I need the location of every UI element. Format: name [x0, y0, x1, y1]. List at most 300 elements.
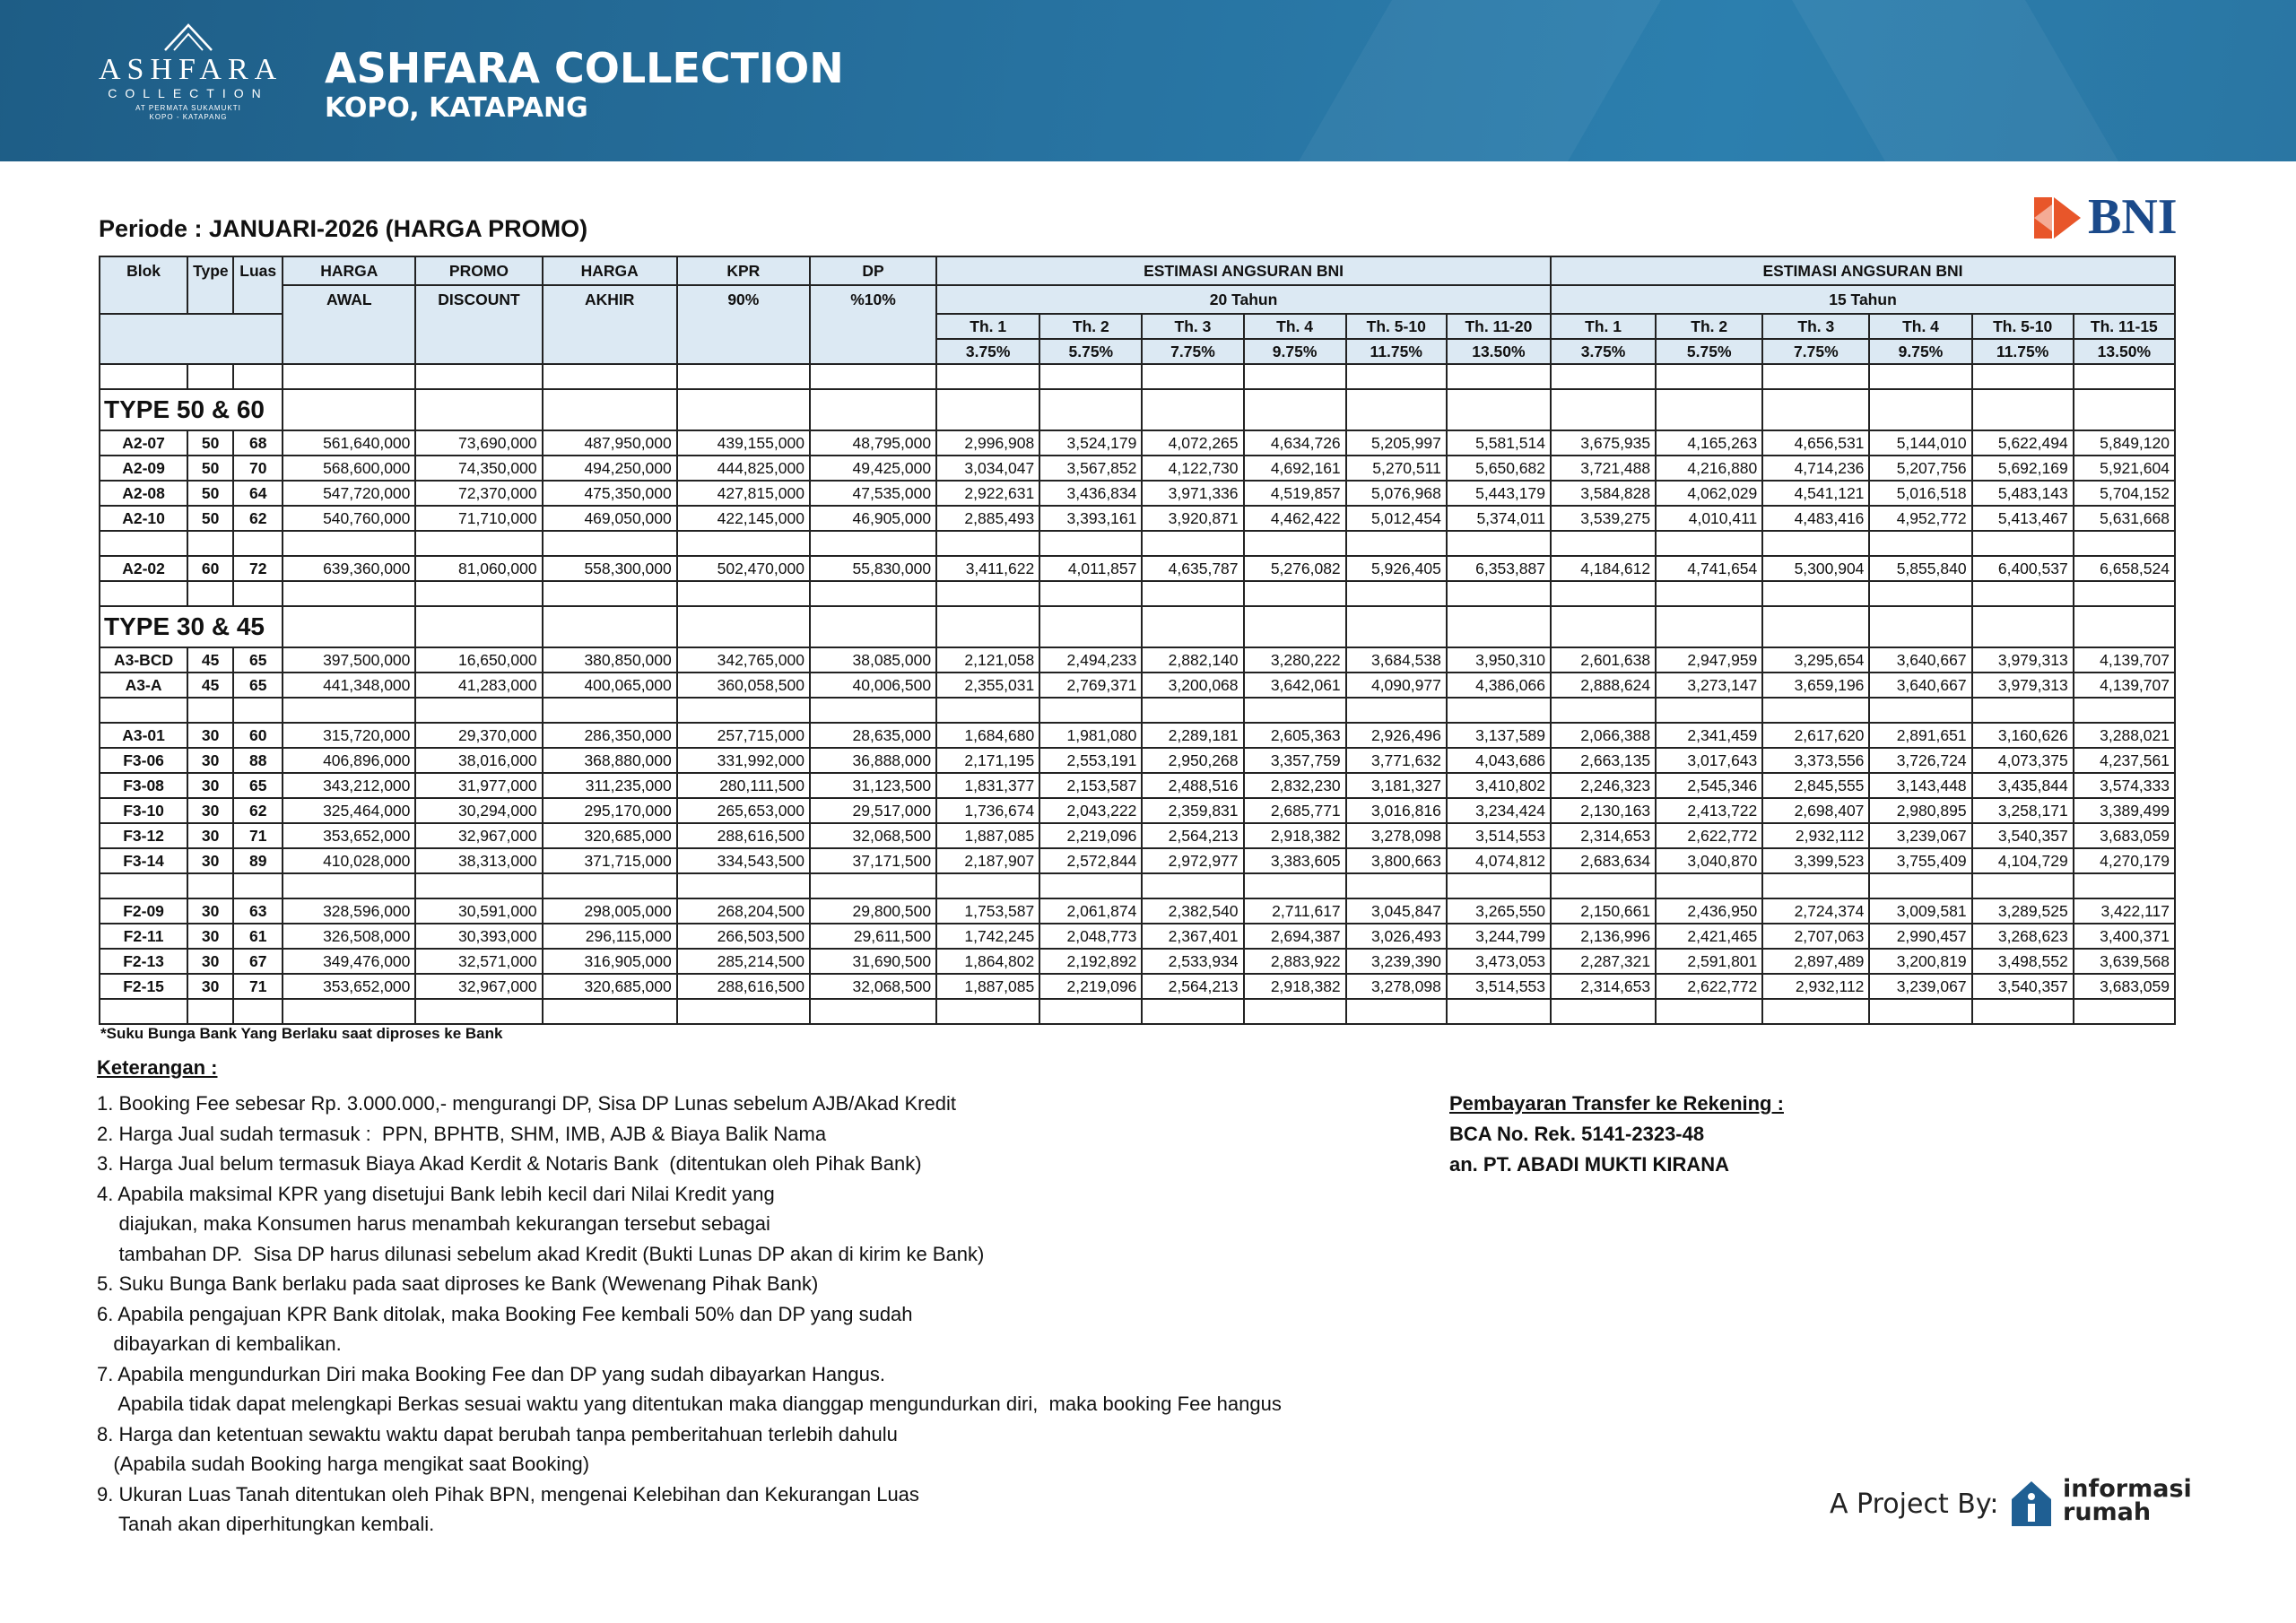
table-cell: 2,488,516 — [1142, 773, 1243, 798]
notes-list — [97, 1089, 1282, 1540]
table-cell: 3,295,654 — [1762, 647, 1869, 673]
empty-cell — [1447, 364, 1551, 389]
empty-cell — [1762, 606, 1869, 647]
spacer-row — [100, 364, 2175, 389]
table-cell: 71,710,000 — [415, 506, 542, 531]
table-cell: 3,683,059 — [2074, 974, 2175, 999]
table-cell: 2,192,892 — [1039, 949, 1142, 974]
empty-cell — [1447, 606, 1551, 647]
table-cell: 2,883,922 — [1244, 949, 1346, 974]
empty-cell — [415, 531, 542, 556]
empty-cell — [1972, 999, 2074, 1024]
table-cell: 3,239,067 — [1869, 823, 1971, 848]
empty-cell — [1039, 581, 1142, 606]
rate-header: 13.50% — [2074, 339, 2175, 364]
col-subheader-promo: DISCOUNT — [415, 285, 542, 364]
table-cell: 29,611,500 — [810, 924, 936, 949]
table-row — [100, 647, 2175, 673]
table-cell: 3,721,488 — [1551, 456, 1656, 481]
table-cell: 427,815,000 — [677, 481, 810, 506]
table-row — [100, 556, 2175, 581]
table-cell: 32,068,500 — [810, 974, 936, 999]
unit-area: 70 — [233, 456, 283, 481]
table-cell: 1,831,377 — [936, 773, 1039, 798]
table-cell: 2,947,959 — [1656, 647, 1762, 673]
empty-cell — [543, 364, 677, 389]
period-label: Periode : JANUARI-2026 (HARGA PROMO) — [99, 215, 588, 242]
table-cell: 494,250,000 — [543, 456, 677, 481]
col-header-promo: PROMO — [415, 256, 542, 285]
table-cell: 285,214,500 — [677, 949, 810, 974]
empty-cell — [1656, 873, 1762, 898]
table-cell: 3,642,061 — [1244, 673, 1346, 698]
empty-cell — [415, 698, 542, 723]
table-cell: 3,280,222 — [1244, 647, 1346, 673]
empty-cell — [1656, 999, 1762, 1024]
table-cell: 2,591,801 — [1656, 949, 1762, 974]
empty-cell — [1142, 606, 1243, 647]
table-row — [100, 481, 2175, 506]
table-cell: 3,265,550 — [1447, 898, 1551, 924]
table-cell: 3,979,313 — [1972, 673, 2074, 698]
type-group-label: TYPE 50 & 60 — [100, 389, 283, 430]
empty-cell — [936, 531, 1039, 556]
empty-cell — [810, 389, 936, 430]
table-cell: 3,514,553 — [1447, 823, 1551, 848]
table-cell: 1,887,085 — [936, 974, 1039, 999]
note-line: Tanah akan diperhitungkan kembali. — [97, 1513, 435, 1535]
unit-type: 60 — [187, 556, 233, 581]
unit-type: 30 — [187, 798, 233, 823]
table-cell: 266,503,500 — [677, 924, 810, 949]
empty-cell — [1142, 389, 1243, 430]
spacer-row — [100, 999, 2175, 1024]
table-cell: 3,143,448 — [1869, 773, 1971, 798]
unit-type: 30 — [187, 924, 233, 949]
table-cell: 2,494,233 — [1039, 647, 1142, 673]
note-line: tambahan DP. Sisa DP harus dilunasi sebelum akad Kredit (Bukti Lunas DP akan di kirim ke Bank) — [97, 1242, 985, 1265]
table-cell: 2,048,773 — [1039, 924, 1142, 949]
table-cell: 2,832,230 — [1244, 773, 1346, 798]
note-line: 3. Harga Jual belum termasuk Biaya Akad Kerdit & Notaris Bank (ditentukan oleh Pihak Bank) — [97, 1152, 922, 1175]
table-cell: 2,564,213 — [1142, 974, 1243, 999]
unit-type: 50 — [187, 481, 233, 506]
table-cell: 29,370,000 — [415, 723, 542, 748]
table-cell: 2,246,323 — [1551, 773, 1656, 798]
empty-cell — [543, 531, 677, 556]
unit-type: 30 — [187, 823, 233, 848]
table-cell: 353,652,000 — [283, 974, 415, 999]
year-header: Th. 5-10 — [1346, 314, 1447, 339]
unit-block: F2-13 — [100, 949, 187, 974]
empty-cell — [1142, 698, 1243, 723]
table-cell: 561,640,000 — [283, 430, 415, 456]
unit-area: 88 — [233, 748, 283, 773]
table-cell: 73,690,000 — [415, 430, 542, 456]
unit-type: 50 — [187, 456, 233, 481]
year-header: Th. 1 — [936, 314, 1039, 339]
col-header-harga-akhir: HARGA — [543, 256, 677, 285]
unit-block: A2-08 — [100, 481, 187, 506]
table-cell: 2,136,996 — [1551, 924, 1656, 949]
table-cell: 4,714,236 — [1762, 456, 1869, 481]
empty-cell — [2074, 581, 2175, 606]
col-header-luas: Luas — [233, 256, 283, 314]
table-row — [100, 773, 2175, 798]
empty-cell — [1972, 389, 2074, 430]
table-cell: 3,017,643 — [1656, 748, 1762, 773]
table-cell: 3,979,313 — [1972, 647, 2074, 673]
table-cell: 3,675,935 — [1551, 430, 1656, 456]
note-line: diajukan, maka Konsumen harus menambah kekurangan tersebut sebagai — [97, 1212, 770, 1235]
table-cell: 4,139,707 — [2074, 673, 2175, 698]
price-table — [99, 256, 2176, 1025]
table-cell: 3,726,724 — [1869, 748, 1971, 773]
table-cell: 6,658,524 — [2074, 556, 2175, 581]
empty-cell — [283, 999, 415, 1024]
year-header: Th. 3 — [1762, 314, 1869, 339]
table-cell: 30,591,000 — [415, 898, 542, 924]
empty-cell — [1762, 364, 1869, 389]
unit-type: 30 — [187, 748, 233, 773]
page-subtitle: KOPO, KATAPANG — [325, 92, 588, 124]
table-cell: 30,294,000 — [415, 798, 542, 823]
table-cell: 2,683,634 — [1551, 848, 1656, 873]
table-cell: 1,981,080 — [1039, 723, 1142, 748]
table-cell: 32,967,000 — [415, 974, 542, 999]
type-group-row — [100, 606, 2175, 647]
empty-cell — [1142, 581, 1243, 606]
col-subheader-dp: %10% — [810, 285, 936, 364]
table-cell: 406,896,000 — [283, 748, 415, 773]
col-header-type: Type — [187, 256, 233, 314]
table-cell: 5,016,518 — [1869, 481, 1971, 506]
table-cell: 268,204,500 — [677, 898, 810, 924]
table-cell: 3,473,053 — [1447, 949, 1551, 974]
table-cell: 2,891,651 — [1869, 723, 1971, 748]
table-cell: 5,144,010 — [1869, 430, 1971, 456]
table-cell: 4,270,179 — [2074, 848, 2175, 873]
table-cell: 400,065,000 — [543, 673, 677, 698]
table-cell: 3,771,632 — [1346, 748, 1447, 773]
table-cell: 368,880,000 — [543, 748, 677, 773]
unit-block: A2-10 — [100, 506, 187, 531]
table-cell: 334,543,500 — [677, 848, 810, 873]
unit-area: 62 — [233, 506, 283, 531]
unit-block: A2-07 — [100, 430, 187, 456]
table-cell: 2,972,977 — [1142, 848, 1243, 873]
empty-cell — [1762, 531, 1869, 556]
table-cell: 49,425,000 — [810, 456, 936, 481]
table-cell: 2,533,934 — [1142, 949, 1243, 974]
table-cell: 2,545,346 — [1656, 773, 1762, 798]
empty-cell — [810, 581, 936, 606]
note-line: 9. Ukuran Luas Tanah ditentukan oleh Pihak BPN, mengenai Kelebihan dan Kekurangan Luas — [97, 1482, 919, 1506]
empty-cell — [1656, 364, 1762, 389]
unit-type: 50 — [187, 506, 233, 531]
table-cell: 3,200,068 — [1142, 673, 1243, 698]
table-cell: 3,435,844 — [1972, 773, 2074, 798]
empty-cell — [2074, 389, 2175, 430]
table-cell: 3,574,333 — [2074, 773, 2175, 798]
notes-title: Keterangan : — [97, 1056, 218, 1079]
table-cell: 320,685,000 — [543, 974, 677, 999]
table-cell: 1,684,680 — [936, 723, 1039, 748]
empty-cell — [100, 364, 187, 389]
unit-type: 30 — [187, 949, 233, 974]
unit-area: 68 — [233, 430, 283, 456]
table-cell: 3,278,098 — [1346, 974, 1447, 999]
table-cell: 4,074,812 — [1447, 848, 1551, 873]
empty-cell — [1346, 531, 1447, 556]
table-cell: 3,009,581 — [1869, 898, 1971, 924]
table-cell: 2,289,181 — [1142, 723, 1243, 748]
empty-cell — [1346, 606, 1447, 647]
table-cell: 3,373,556 — [1762, 748, 1869, 773]
table-cell: 4,010,411 — [1656, 506, 1762, 531]
empty-cell — [1762, 999, 1869, 1024]
year-header: Th. 11-15 — [2074, 314, 2175, 339]
ashfara-logo — [99, 20, 283, 145]
table-row — [100, 748, 2175, 773]
unit-block: F3-12 — [100, 823, 187, 848]
rate-header: 9.75% — [1869, 339, 1971, 364]
table-cell: 37,171,500 — [810, 848, 936, 873]
table-cell: 16,650,000 — [415, 647, 542, 673]
rate-header: 9.75% — [1244, 339, 1346, 364]
table-cell: 3,659,196 — [1762, 673, 1869, 698]
unit-area: 65 — [233, 773, 283, 798]
empty-cell — [100, 698, 187, 723]
unit-area: 65 — [233, 673, 283, 698]
empty-cell — [283, 606, 415, 647]
empty-cell — [1346, 364, 1447, 389]
year-header: Th. 3 — [1142, 314, 1243, 339]
table-cell: 2,996,908 — [936, 430, 1039, 456]
empty-cell — [677, 698, 810, 723]
empty-cell — [283, 873, 415, 898]
table-cell: 2,121,058 — [936, 647, 1039, 673]
table-cell: 48,795,000 — [810, 430, 936, 456]
empty-cell — [543, 606, 677, 647]
table-row — [100, 798, 2175, 823]
note-line: 5. Suku Bunga Bank berlaku pada saat diproses ke Bank (Wewenang Pihak Bank) — [97, 1272, 819, 1295]
empty-cell — [415, 364, 542, 389]
unit-block: F2-15 — [100, 974, 187, 999]
table-cell: 2,845,555 — [1762, 773, 1869, 798]
empty-cell — [1551, 606, 1656, 647]
table-cell: 5,205,997 — [1346, 430, 1447, 456]
table-cell: 296,115,000 — [543, 924, 677, 949]
unit-type: 30 — [187, 848, 233, 873]
table-cell: 30,393,000 — [415, 924, 542, 949]
rate-footnote: *Suku Bunga Bank Yang Berlaku saat diproses ke Bank — [100, 1025, 503, 1042]
rate-header: 13.50% — [1447, 339, 1551, 364]
rate-header: 5.75% — [1656, 339, 1762, 364]
empty-cell — [1551, 698, 1656, 723]
table-cell: 41,283,000 — [415, 673, 542, 698]
rate-header: 3.75% — [1551, 339, 1656, 364]
table-cell: 29,800,500 — [810, 898, 936, 924]
empty-cell — [810, 999, 936, 1024]
empty-cell — [1244, 873, 1346, 898]
empty-cell — [283, 364, 415, 389]
table-cell: 3,045,847 — [1346, 898, 1447, 924]
empty-cell — [677, 581, 810, 606]
empty-cell — [936, 581, 1039, 606]
unit-block: A3-01 — [100, 723, 187, 748]
year-header: Th. 2 — [1656, 314, 1762, 339]
table-cell: 3,498,552 — [1972, 949, 2074, 974]
table-cell: 2,694,387 — [1244, 924, 1346, 949]
note-line: dibayarkan di kembalikan. — [97, 1332, 342, 1355]
payment-account: BCA No. Rek. 5141-2323-48 — [1449, 1123, 1705, 1145]
table-cell: 4,741,654 — [1656, 556, 1762, 581]
empty-cell — [1346, 873, 1447, 898]
empty-cell — [1346, 581, 1447, 606]
table-cell: 4,122,730 — [1142, 456, 1243, 481]
table-cell: 2,367,401 — [1142, 924, 1243, 949]
table-cell: 3,683,059 — [2074, 823, 2175, 848]
empty-cell — [1972, 606, 2074, 647]
empty-cell — [415, 581, 542, 606]
rate-header: 11.75% — [1346, 339, 1447, 364]
empty-cell — [1972, 531, 2074, 556]
table-cell: 81,060,000 — [415, 556, 542, 581]
empty-cell — [1656, 581, 1762, 606]
table-cell: 5,207,756 — [1869, 456, 1971, 481]
note-line: 6. Apabila pengajuan KPR Bank ditolak, maka Booking Fee kembali 50% dan DP yang sudah — [97, 1302, 913, 1325]
table-cell: 2,153,587 — [1039, 773, 1142, 798]
table-cell: 31,690,500 — [810, 949, 936, 974]
table-cell: 4,043,686 — [1447, 748, 1551, 773]
table-cell: 2,897,489 — [1762, 949, 1869, 974]
empty-cell — [187, 698, 233, 723]
table-cell: 3,539,275 — [1551, 506, 1656, 531]
table-cell: 2,888,624 — [1551, 673, 1656, 698]
table-cell: 2,130,163 — [1551, 798, 1656, 823]
empty-cell — [1142, 873, 1243, 898]
empty-cell — [1244, 581, 1346, 606]
empty-cell — [1039, 531, 1142, 556]
table-cell: 5,012,454 — [1346, 506, 1447, 531]
empty-cell — [1447, 873, 1551, 898]
table-cell: 2,436,950 — [1656, 898, 1762, 924]
empty-cell — [677, 606, 810, 647]
empty-cell — [936, 364, 1039, 389]
table-cell: 4,541,121 — [1762, 481, 1869, 506]
empty-cell — [233, 999, 283, 1024]
table-cell: 28,635,000 — [810, 723, 936, 748]
unit-block: A3-A — [100, 673, 187, 698]
unit-area: 72 — [233, 556, 283, 581]
spacer-row — [100, 698, 2175, 723]
table-cell: 3,268,623 — [1972, 924, 2074, 949]
table-cell: 3,524,179 — [1039, 430, 1142, 456]
table-cell: 2,314,653 — [1551, 974, 1656, 999]
table-cell: 639,360,000 — [283, 556, 415, 581]
rate-header: 7.75% — [1762, 339, 1869, 364]
empty-cell — [1346, 698, 1447, 723]
note-line: (Apabila sudah Booking harga mengikat saat Booking) — [97, 1453, 590, 1475]
unit-area: 71 — [233, 974, 283, 999]
table-cell: 3,971,336 — [1142, 481, 1243, 506]
type-group-row — [100, 389, 2175, 430]
table-cell: 487,950,000 — [543, 430, 677, 456]
table-cell: 2,187,907 — [936, 848, 1039, 873]
table-cell: 5,276,082 — [1244, 556, 1346, 581]
banner-decoration — [1792, 0, 2118, 161]
table-cell: 469,050,000 — [543, 506, 677, 531]
rate-header: 11.75% — [1972, 339, 2074, 364]
col-header-harga-awal: HARGA — [283, 256, 415, 285]
table-cell: 298,005,000 — [543, 898, 677, 924]
table-cell: 3,273,147 — [1656, 673, 1762, 698]
table-cell: 3,200,819 — [1869, 949, 1971, 974]
empty-cell — [1039, 389, 1142, 430]
table-cell: 5,076,968 — [1346, 481, 1447, 506]
table-cell: 3,411,622 — [936, 556, 1039, 581]
table-cell: 288,616,500 — [677, 974, 810, 999]
empty-cell — [936, 606, 1039, 647]
year-header: Th. 11-20 — [1447, 314, 1551, 339]
unit-area: 60 — [233, 723, 283, 748]
house-icon — [2009, 1478, 2054, 1528]
unit-block: F3-06 — [100, 748, 187, 773]
table-cell: 6,353,887 — [1447, 556, 1551, 581]
table-cell: 3,584,828 — [1551, 481, 1656, 506]
table-cell: 353,652,000 — [283, 823, 415, 848]
table-cell: 5,926,405 — [1346, 556, 1447, 581]
table-cell: 558,300,000 — [543, 556, 677, 581]
table-cell: 3,258,171 — [1972, 798, 2074, 823]
empty-cell — [283, 581, 415, 606]
empty-cell — [283, 698, 415, 723]
table-row — [100, 430, 2175, 456]
table-cell: 3,040,870 — [1656, 848, 1762, 873]
empty-cell — [1244, 606, 1346, 647]
table-cell: 371,715,000 — [543, 848, 677, 873]
header-banner — [0, 0, 2296, 161]
empty-cell — [1656, 606, 1762, 647]
unit-area: 71 — [233, 823, 283, 848]
table-cell: 2,150,661 — [1551, 898, 1656, 924]
table-cell: 3,399,523 — [1762, 848, 1869, 873]
table-cell: 38,016,000 — [415, 748, 542, 773]
table-cell: 265,653,000 — [677, 798, 810, 823]
table-cell: 1,753,587 — [936, 898, 1039, 924]
brand-line-2: rumah — [2063, 1498, 2152, 1526]
empty-cell — [415, 999, 542, 1024]
year-header: Th. 1 — [1551, 314, 1656, 339]
table-cell: 38,085,000 — [810, 647, 936, 673]
table-cell: 380,850,000 — [543, 647, 677, 673]
unit-type: 50 — [187, 430, 233, 456]
table-cell: 475,350,000 — [543, 481, 677, 506]
empty-cell — [2074, 531, 2175, 556]
empty-cell — [936, 389, 1039, 430]
table-cell: 3,278,098 — [1346, 823, 1447, 848]
unit-block: A2-02 — [100, 556, 187, 581]
table-cell: 502,470,000 — [677, 556, 810, 581]
table-cell: 2,219,096 — [1039, 974, 1142, 999]
empty-cell — [1869, 999, 1971, 1024]
table-cell: 72,370,000 — [415, 481, 542, 506]
table-cell: 2,066,388 — [1551, 723, 1656, 748]
table-cell: 4,635,787 — [1142, 556, 1243, 581]
table-cell: 5,483,143 — [1972, 481, 2074, 506]
unit-area: 67 — [233, 949, 283, 974]
